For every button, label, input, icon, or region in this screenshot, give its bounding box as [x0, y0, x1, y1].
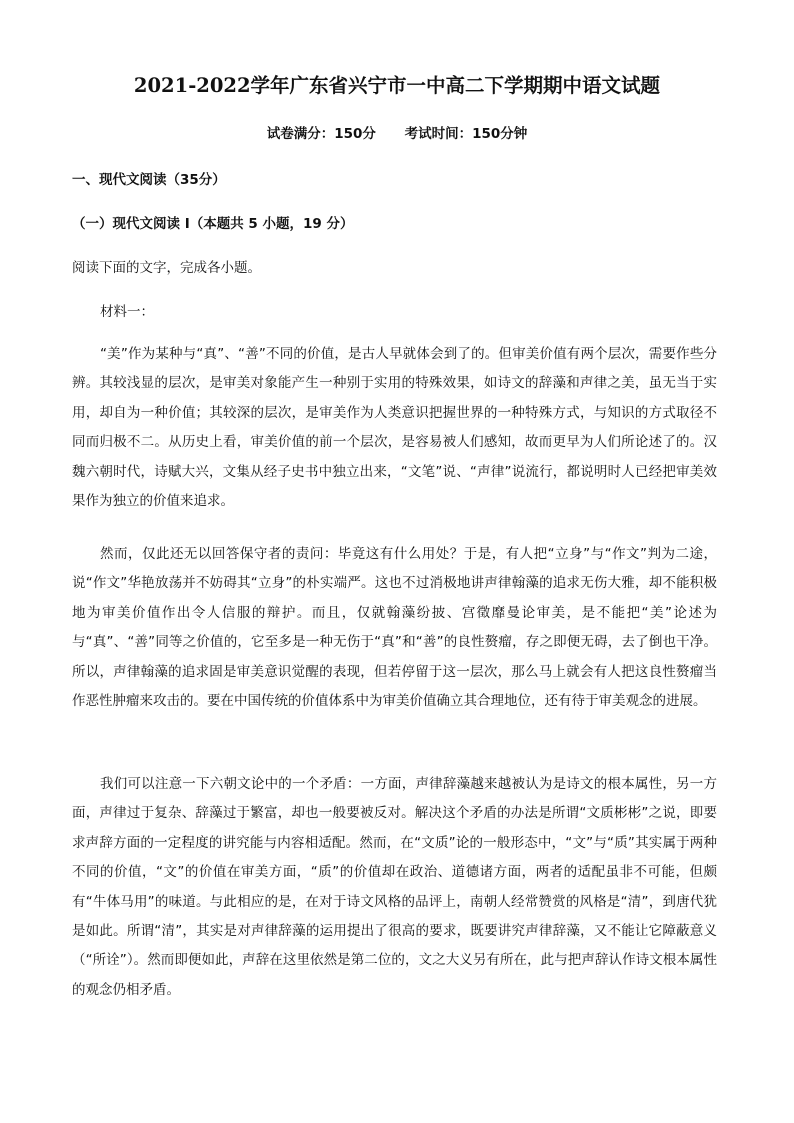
paragraph: “美”作为某种与“真”、“善”不同的价值，是古人早就体会到了的。但审美价值有两个层次，需要作些分辨。其较浅显的层次，是审美对象能产生一种别于实用的特殊效果，如诗文的辞藻和声律之美，虽无当于实用，却自为一种价值；其较深的层次，是审美作为人类意识把握世界的一种特殊方式，与知识的方式取径不同而归极不二。从历史上看，审美价值的前一个层次，是容易被人们感知，故而更早为人们所论述了的。汉魏六朝时代，诗赋大兴，文集从经子史书中独立出来，“文笔”说、“声律”说流行，都说明时人已经把审美效果作为独立的价值来追求。 — [72, 346, 717, 510]
material-label: 材料一： — [100, 304, 154, 320]
reading-instruction: 阅读下面的文字，完成各小题。 — [72, 260, 261, 276]
paragraph: 然而，仅此还无以回答保守者的责问：毕竟这有什么用处？于是，有人把“立身”与“作文”判为二途，说“作文”华艳放荡并不妨碍其“立身”的朴实端严。这也不过消极地讲声律翰藻的追求无伤大雅，却不能积极地为审美价值作出令人信服的辩护。而且，仅就翰藻纷披、宫徵靡曼论审美，是不能把“美”论述为与“真”、“善”同等之价值的，它至多是一种无伤于“真”和“善”的良性赘瘤，存之即便无碍，去了倒也干净。所以，声律翰藻的追求固是审美意识觉醒的表现，但若停留于这一层次，那么马上就会有人把这良性赘瘤当作恶性肿瘤来攻击的。要在中国传统的价值体系中为审美价值确立其合理地位，还有待于审美观念的进展。 — [72, 546, 717, 710]
exam-meta — [0, 122, 794, 142]
exam-title: 2021-2022学年广东省兴宁市一中高二下学期期中语文试题 — [133, 74, 661, 97]
section-heading: 一、现代文阅读（35分） — [72, 172, 226, 188]
exam-time: 考试时间：150分钟 — [404, 126, 528, 142]
subsection-heading: （一）现代文阅读 I（本题共 5 小题，19 分） — [72, 216, 354, 232]
paragraph: 我们可以注意一下六朝文论中的一个矛盾：一方面，声律辞藻越来越被认为是诗文的根本属性，另一方面，声律过于复杂、辞藻过于繁富，却也一般要被反对。解决这个矛盾的办法是所谓“文质彬彬”之说，即要求声辞方面的一定程度的讲究能与内容相适配。然而，在“文质”论的一般形态中，“文”与“质”其实属于两种不同的价值，“文”的价值在审美方面，“质”的价值却在政治、道德诸方面，两者的适配虽非不可能，但颇有“牛体马用”的味道。与此相应的是，在对于诗文风格的品评上，南朝人经常赞赏的风格是“清”，到唐代犹是如此。所谓“清”，其实是对声律辞藻的运用提出了很高的要求，既要讲究声律辞藻，又不能让它障蔽意义（“所诠”）。然而即便如此，声辞在这里依然是第二位的，文之大义另有所在，此与把声辞认作诗文根本属性的观念仍相矛盾。 — [72, 776, 717, 998]
full-score: 试卷满分：150分 — [266, 126, 376, 142]
